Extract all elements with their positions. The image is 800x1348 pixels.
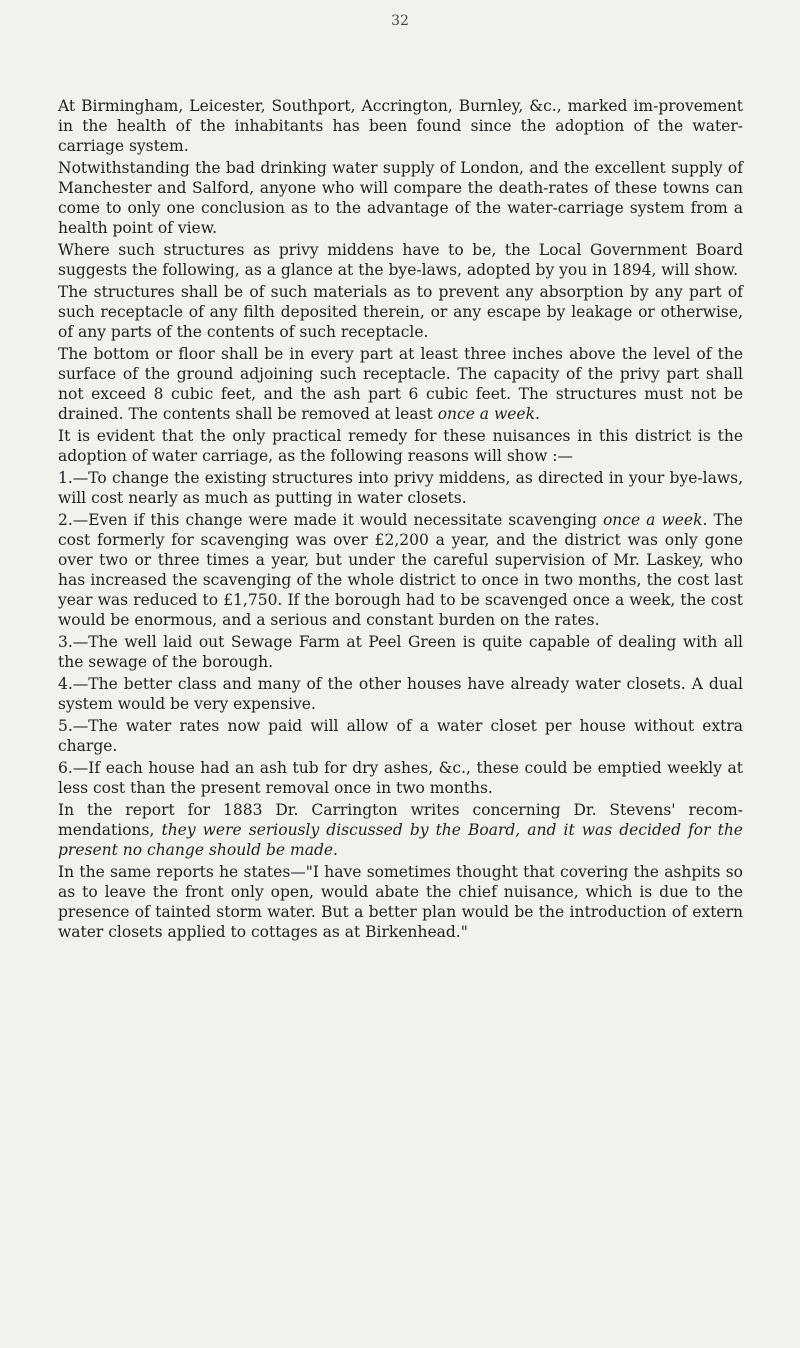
body-text (58, 96, 743, 942)
paragraph-8: In the same reports he states—"I have sometimes thought that covering the ashpits so as to leave the front only open, would abate the chief nuisance, which is due to the presence of tainted storm water. But a better plan would be the introduction of extern water closets applied to cottages as at Birkenhead." (58, 863, 743, 941)
paragraph-3: Where such structures as privy middens have to be, the Local Government Board suggests the following, as a glance at the bye-laws, adopted by you in 1894, will show. (58, 241, 743, 279)
paragraph-4: The structures shall be of such materials as to prevent any absorption by any part of such receptacle of any filth deposited therein, or any escape by leakage or otherwise, of any parts of the contents of such receptacle. (58, 283, 743, 341)
paragraph-6: It is evident that the only practical remedy for these nuisances in this district is the adoption of water carriage, as the following reasons will show :— (58, 427, 743, 465)
paragraph-7: In the report for 1883 Dr. Carrington writes concerning Dr. Stevens' recom-mendations, they were seriously discussed by the Board, and it was decided for the present no change should be made. (58, 801, 743, 859)
list-item-5: 5.—The water rates now paid will allow of a water closet per house without extra charge. (58, 717, 743, 755)
list-item-3: 3.—The well laid out Sewage Farm at Peel Green is quite capable of dealing with all the sewage of the borough. (58, 633, 743, 671)
list-item-1: 1.—To change the existing structures into privy middens, as directed in your bye-laws, will cost nearly as much as putting in water closets. (58, 469, 743, 507)
paragraph-5: The bottom or floor shall be in every part at least three inches above the level of the surface of the ground adjoining such receptacle. The capacity of the privy part shall not exceed 8 cubic feet, and the ash part 6 cubic feet. The structures must not be drained. The contents shall be removed at least once a week. (58, 345, 743, 423)
emphasis: once a week. (602, 511, 708, 529)
emphasis: once a week. (437, 405, 540, 423)
list-item-6: 6.—If each house had an ash tub for dry ashes, &c., these could be emptied weekly at less cost than the present removal once in two months. (58, 759, 743, 797)
page-number: 32 (391, 13, 409, 29)
emphasis: they were seriously discussed by the Board, and it was decided for the present no change should be made. (58, 821, 743, 859)
paragraph-1: At Birmingham, Leicester, Southport, Accrington, Burnley, &c., marked im-provement in the health of the inhabitants has been found since the adoption of the water-carriage system. (58, 97, 743, 155)
list-item-4: 4.—The better class and many of the other houses have already water closets. A dual system would be very expensive. (58, 675, 743, 713)
paragraph-2: Notwithstanding the bad drinking water supply of London, and the excellent supply of Manchester and Salford, anyone who will compare the death-rates of these towns can come to only one conclusion as to the advantage of the water-carriage system from a health point of view. (58, 159, 743, 237)
list-item-2: 2.—Even if this change were made it would necessitate scavenging once a week. The cost formerly for scavenging was over £2,200 a year, and the district was only gone over two or three times a year, but under the careful supervision of Mr. Laskey, who has increased the scavenging of the whole district to once in two months, the cost last year was reduced to £1,750. If the borough had to be scavenged once a week, the cost would be enormous, and a serious and constant burden on the rates. (58, 511, 743, 629)
